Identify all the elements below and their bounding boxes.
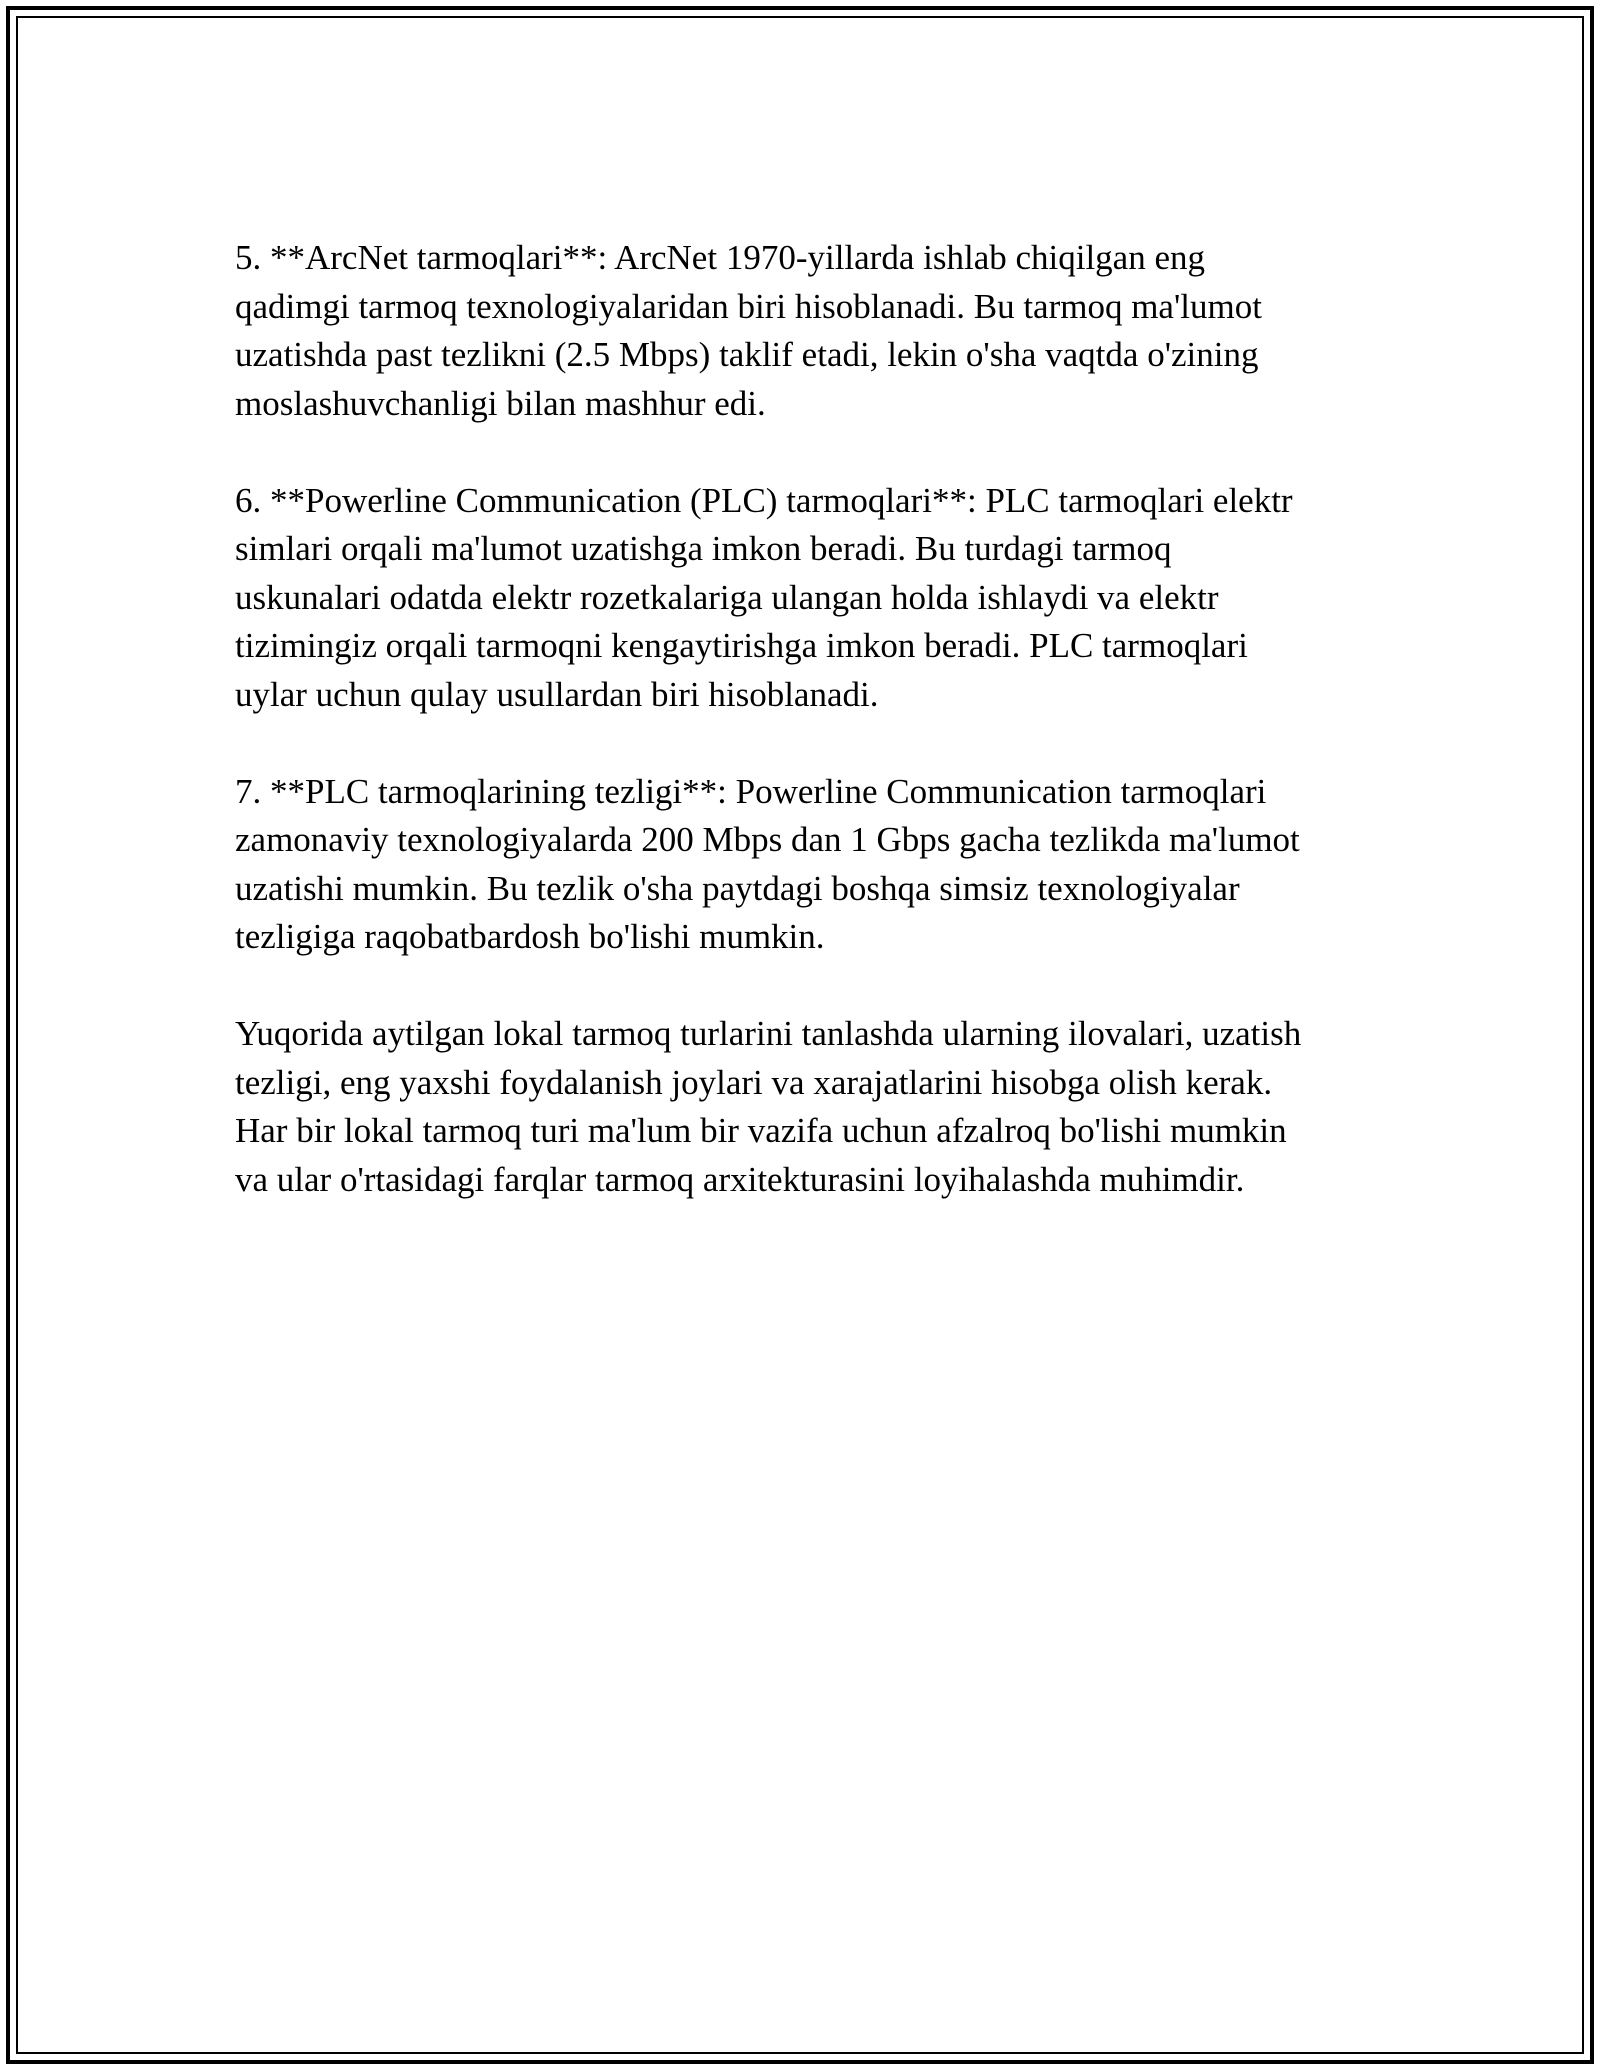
document-body	[235, 234, 1375, 1253]
paragraph-plc: 6. **Powerline Communication (PLC) tarmoqlari**: PLC tarmoqlari elektr simlari orqali ma'lumot uzatishga imkon beradi. Bu turdagi tarmoq uskunalari odatda elektr rozetkalariga ulangan holda ishlaydi va elektr tizimingiz orqali tarmoqni kengaytirishga imkon beradi. PLC tarmoqlari uylar uchun qulay usullardan biri hisoblanadi.	[235, 480, 1293, 714]
paragraph-arcnet: 5. **ArcNet tarmoqlari**: ArcNet 1970-yillarda ishlab chiqilgan eng qadimgi tarmoq texnologiyalaridan biri hisoblanadi. Bu tarmoq ma'lumot uzatishda past tezlikni (2.5 Mbps) taklif etadi, lekin o'sha vaqtda o'zining moslashuvchanligi bilan mashhur edi.	[235, 238, 1262, 423]
paragraph-conclusion: Yuqorida aytilgan lokal tarmoq turlarini tanlashda ularning ilovalari, uzatish tezligi, eng yaxshi foydalanish joylari va xarajatlarini hisobga olish kerak. Har bir lokal tarmoq turi ma'lum bir vazifa uchun afzalroq bo'lishi mumkin va ular o'rtasidagi farqlar tarmoq arxitekturasini loyihalashda muhimdir.	[235, 1014, 1302, 1199]
paragraph-plc-speed: 7. **PLC tarmoqlarining tezligi**: Powerline Communication tarmoqlari zamonaviy texnologiyalarda 200 Mbps dan 1 Gbps gacha tezlikda ma'lumot uzatishi mumkin. Bu tezlik o'sha paytdagi boshqa simsiz texnologiyalar tezligiga raqobatbardosh bo'lishi mumkin.	[235, 771, 1300, 956]
